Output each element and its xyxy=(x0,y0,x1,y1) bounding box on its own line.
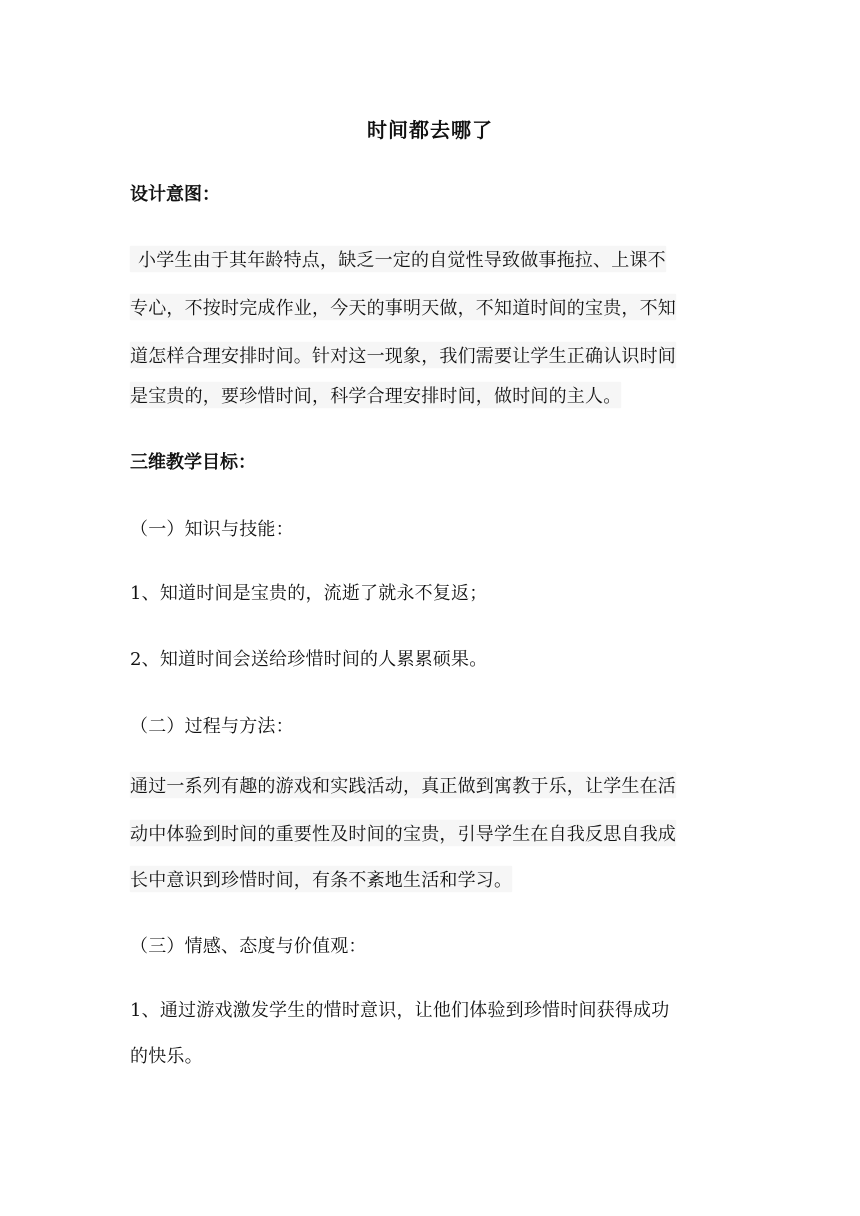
emotion-line-1: 1、通过游戏激发学生的惜时意识，让他们体验到珍惜时间获得成功 xyxy=(130,1000,670,1021)
section-heading-design-intent: 设计意图： xyxy=(130,184,220,205)
section-heading-objectives: 三维教学目标： xyxy=(130,452,256,473)
process-line-3: 长中意识到珍惜时间，有条不紊地生活和学习。 xyxy=(130,866,512,892)
process-line-1: 通过一系列有趣的游戏和实践活动，真正做到寓教于乐，让学生在活 xyxy=(130,772,676,798)
design-intent-line-2: 专心，不按时完成作业，今天的事明天做，不知道时间的宝贵，不知 xyxy=(130,294,676,320)
design-intent-line-1: 小学生由于其年龄特点，缺乏一定的自觉性导致做事拖拉、上课不 xyxy=(130,246,666,272)
knowledge-item-2: 2、知道时间会送给珍惜时间的人累累硕果。 xyxy=(130,649,488,670)
subsection-heading-knowledge: （一）知识与技能： xyxy=(130,519,294,540)
subsection-heading-process: （二）过程与方法： xyxy=(130,716,294,737)
design-intent-line-3: 道怎样合理安排时间。针对这一现象，我们需要让学生正确认识时间 xyxy=(130,342,676,368)
process-line-2: 动中体验到时间的重要性及时间的宝贵，引导学生在自我反思自我成 xyxy=(130,820,676,846)
knowledge-item-1: 1、知道时间是宝贵的，流逝了就永不复返； xyxy=(130,583,488,604)
design-intent-line-4: 是宝贵的，要珍惜时间，科学合理安排时间，做时间的主人。 xyxy=(130,382,621,408)
subsection-heading-emotion: （三）情感、态度与价值观： xyxy=(130,936,367,957)
document-title: 时间都去哪了 xyxy=(367,118,493,142)
emotion-line-2: 的快乐。 xyxy=(130,1046,203,1067)
